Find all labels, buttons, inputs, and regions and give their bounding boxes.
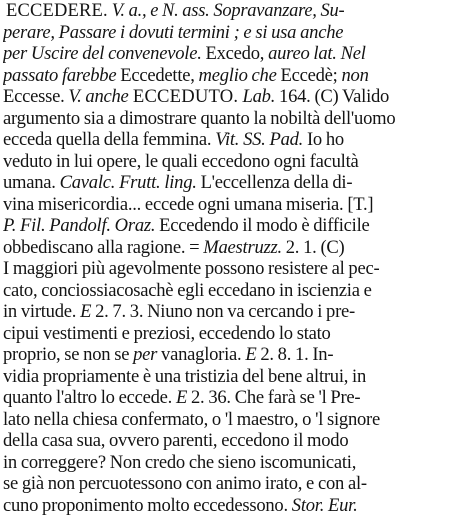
entry-text-run: Lab.: [243, 86, 276, 107]
entry-line: [3, 108, 465, 130]
entry-line: [3, 301, 465, 323]
entry-line: [3, 452, 465, 474]
entry-text-run: per: [133, 344, 157, 365]
entry-line: [3, 280, 465, 302]
entry-line: [3, 258, 465, 280]
entry-text-run: L'eccellenza della di-: [197, 172, 353, 193]
entry-text-run: Vit. SS. Pad.: [215, 129, 303, 150]
entry-text-run: 2. 7. 3. Niuno non va cercando i pre-: [91, 301, 355, 322]
entry-line: [3, 215, 465, 237]
entry-text-run: in virtude.: [3, 301, 80, 322]
entry-line: [3, 65, 465, 87]
entry-text-run: V. a., e N. ass. Sopravanzare, Su-: [112, 0, 345, 20]
entry-line: [3, 495, 465, 516]
entry-line: [3, 237, 465, 259]
entry-line: [3, 387, 465, 409]
entry-text-run: E: [176, 387, 187, 408]
entry-text-run: cipui vestimenti e preziosi, eccedendo lo stato: [3, 323, 331, 344]
entry-text-run: lato nella chiesa confermato, o 'l maestro, o 'l signore: [3, 409, 380, 430]
entry-text-run: ecceda quella della femmina.: [3, 129, 215, 150]
entry-line: [3, 129, 465, 151]
entry-line: [3, 22, 465, 44]
entry-text-run: per Uscire del convenevole.: [3, 43, 202, 64]
entry-text-run: veduto in lui opere, le quali eccedono ogni facultà: [3, 151, 359, 172]
entry-text-run: E: [80, 301, 91, 322]
entry-line: [3, 172, 465, 194]
entry-text-run: quanto l'altro lo eccede.: [3, 387, 176, 408]
entry-text-run: Io ho: [303, 129, 344, 150]
entry-text-run: 2. 8. 1. In-: [256, 344, 333, 365]
entry-text-run: non: [342, 65, 369, 86]
entry-text-run: se già non percuotessono con animo irato, e con al-: [3, 473, 367, 494]
entry-text-run: Stor. Eur.: [292, 495, 358, 516]
entry-text-run: aureo lat. Nel: [268, 43, 366, 64]
entry-line: [3, 430, 465, 452]
entry-text-run: della casa sua, ovvero parenti, eccedono il modo: [3, 430, 348, 451]
entry-text-run: umana.: [3, 172, 60, 193]
entry-text-run: perare, Passare i dovuti termini ; e si usa anche: [3, 22, 343, 43]
entry-line: [3, 86, 465, 108]
entry-text-run: Maestruzz.: [203, 237, 282, 258]
entry-text-run: 2. 36. Che farà se 'l Pre-: [187, 387, 360, 408]
entry-line: [3, 43, 465, 65]
entry-text-run: obbediscano alla ragione. =: [3, 237, 203, 258]
entry-text-run: in correggere? Non credo che sieno iscomunicati,: [3, 452, 356, 473]
entry-text-run: ECCEDUTO.: [129, 86, 243, 107]
entry-text-run: Eccedendo il modo è difficile: [155, 215, 369, 236]
entry-text-run: E: [245, 344, 256, 365]
entry-text-run: P. Fil. Pandolf. Oraz.: [3, 215, 155, 236]
entry-text-run: V. anche: [68, 86, 128, 107]
entry-line: [3, 344, 465, 366]
entry-line: [3, 151, 465, 173]
entry-line: [3, 409, 465, 431]
entry-text-run: vidia propriamente è una tristizia del bene altrui, in: [3, 366, 366, 387]
entry-text-run: Eccedette,: [116, 65, 198, 86]
entry-text-run: passato farebbe: [3, 65, 116, 86]
entry-text-run: meglio che: [199, 65, 277, 86]
entry-text-run: Cavalc. Frutt. ling.: [60, 172, 197, 193]
entry-text-run: proprio, se non se: [3, 344, 133, 365]
entry-text-run: vina misericordia... eccede ogni umana miseria. [T.]: [3, 194, 373, 215]
entry-line: [3, 0, 465, 22]
entry-line: [3, 473, 465, 495]
entry-text-run: I maggiori più agevolmente possono resistere al pec-: [3, 258, 379, 279]
entry-text-run: ECCEDERE.: [6, 0, 108, 20]
entry-text-run: vanagloria.: [157, 344, 245, 365]
dictionary-entry-eccedere: [3, 0, 465, 516]
entry-text-run: 2. 1. (C): [282, 237, 345, 258]
entry-line: [3, 366, 465, 388]
entry-text-run: Eccedè;: [277, 65, 342, 86]
entry-text-run: argumento sia a dimostrare quanto la nobiltà dell'uomo: [3, 108, 395, 129]
entry-text-run: cuno proponimento molto eccedessono.: [3, 495, 292, 516]
entry-line: [3, 194, 465, 216]
entry-text-run: 164. (C) Valido: [275, 86, 389, 107]
entry-text-run: Excedo,: [202, 43, 268, 64]
entry-line: [3, 323, 465, 345]
entry-text-run: cato, conciossiacosachè egli eccedano in iscienzia e: [3, 280, 372, 301]
entry-text-run: Eccesse.: [3, 86, 68, 107]
